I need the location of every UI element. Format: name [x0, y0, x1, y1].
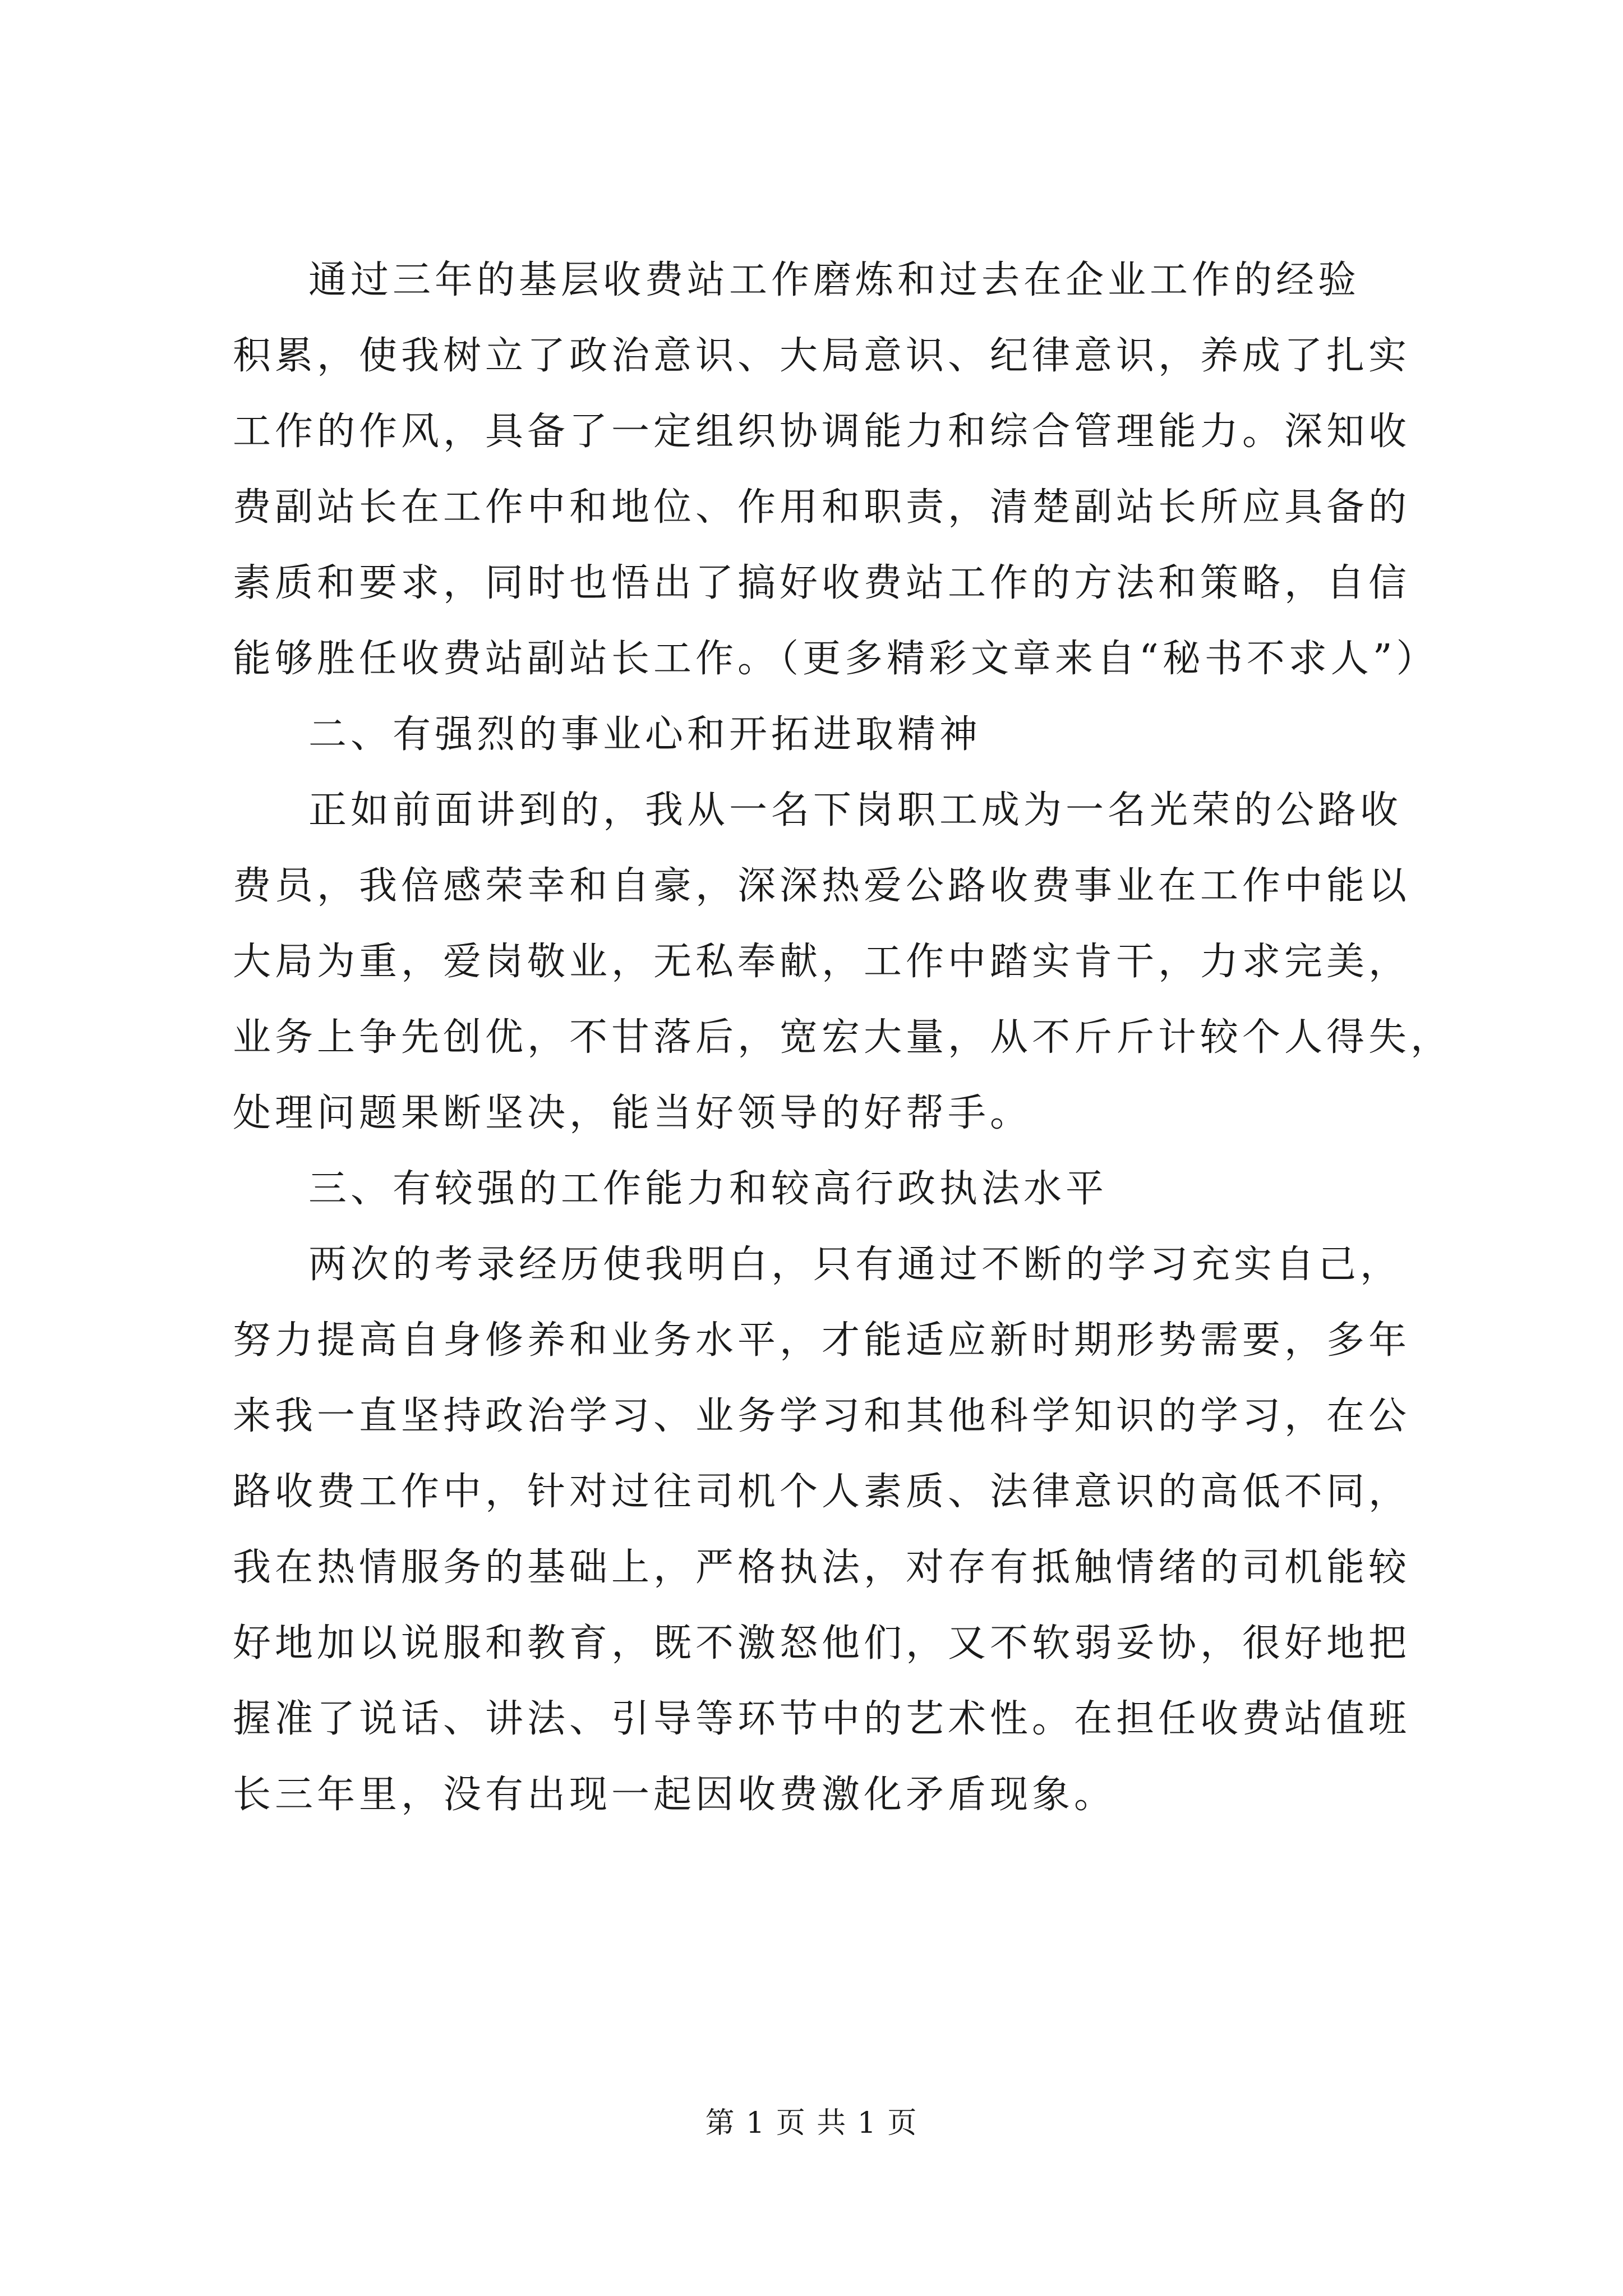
text-line: 能够胜任收费站副站长工作。（更多精彩文章来自“秘书不求人”） — [233, 637, 1438, 681]
text-line: 通过三年的基层收费站工作磨炼和过去在企业工作的经验 — [308, 258, 1361, 302]
text-line: 素质和要求，同时也悟出了搞好收费站工作的方法和策略，自信 — [233, 561, 1411, 605]
text-line: 努力提高自身修养和业务水平，才能适应新时期形势需要，多年 — [233, 1318, 1411, 1363]
text-line: 路收费工作中，针对过往司机个人素质、法律意识的高低不同， — [233, 1470, 1411, 1514]
page-number-footer: 第 1 页 共 1 页 — [705, 2106, 918, 2140]
text-line: 积累，使我树立了政治意识、大局意识、纪律意识，养成了扎实 — [233, 334, 1411, 378]
text-line: 长三年里，没有出现一起因收费激化矛盾现象。 — [233, 1773, 1117, 1817]
text-line: 好地加以说服和教育，既不激怒他们，又不软弱妥协，很好地把 — [233, 1621, 1411, 1665]
text-line: 工作的作风，具备了一定组织协调能力和综合管理能力。深知收 — [233, 409, 1411, 454]
text-line: 两次的考录经历使我明白，只有通过不断的学习充实自己， — [308, 1243, 1403, 1287]
text-line: 正如前面讲到的，我从一名下岗职工成为一名光荣的公路收 — [308, 788, 1403, 832]
text-line: 费副站长在工作中和地位、作用和职责，清楚副站长所应具备的 — [233, 485, 1411, 530]
text-line: 处理问题果断坚决，能当好领导的好帮手。 — [233, 1091, 1032, 1135]
text-line: 来我一直坚持政治学习、业务学习和其他科学知识的学习，在公 — [233, 1394, 1411, 1438]
text-line: 大局为重，爱岗敬业，无私奉献，工作中踏实肯干，力求完美， — [233, 940, 1411, 984]
text-line: 费员，我倍感荣幸和自豪，深深热爱公路收费事业在工作中能以 — [233, 864, 1411, 908]
text-line: 我在热情服务的基础上，严格执法，对存有抵触情绪的司机能较 — [233, 1545, 1411, 1590]
section-heading: 三、有较强的工作能力和较高行政执法水平 — [308, 1167, 1108, 1211]
section-heading: 二、有强烈的事业心和开拓进取精神 — [308, 712, 982, 757]
text-line: 握准了说话、讲法、引导等环节中的艺术性。在担任收费站值班 — [233, 1697, 1411, 1741]
text-line: 业务上争先创优，不甘落后，宽宏大量，从不斤斤计较个人得失， — [233, 1015, 1453, 1060]
